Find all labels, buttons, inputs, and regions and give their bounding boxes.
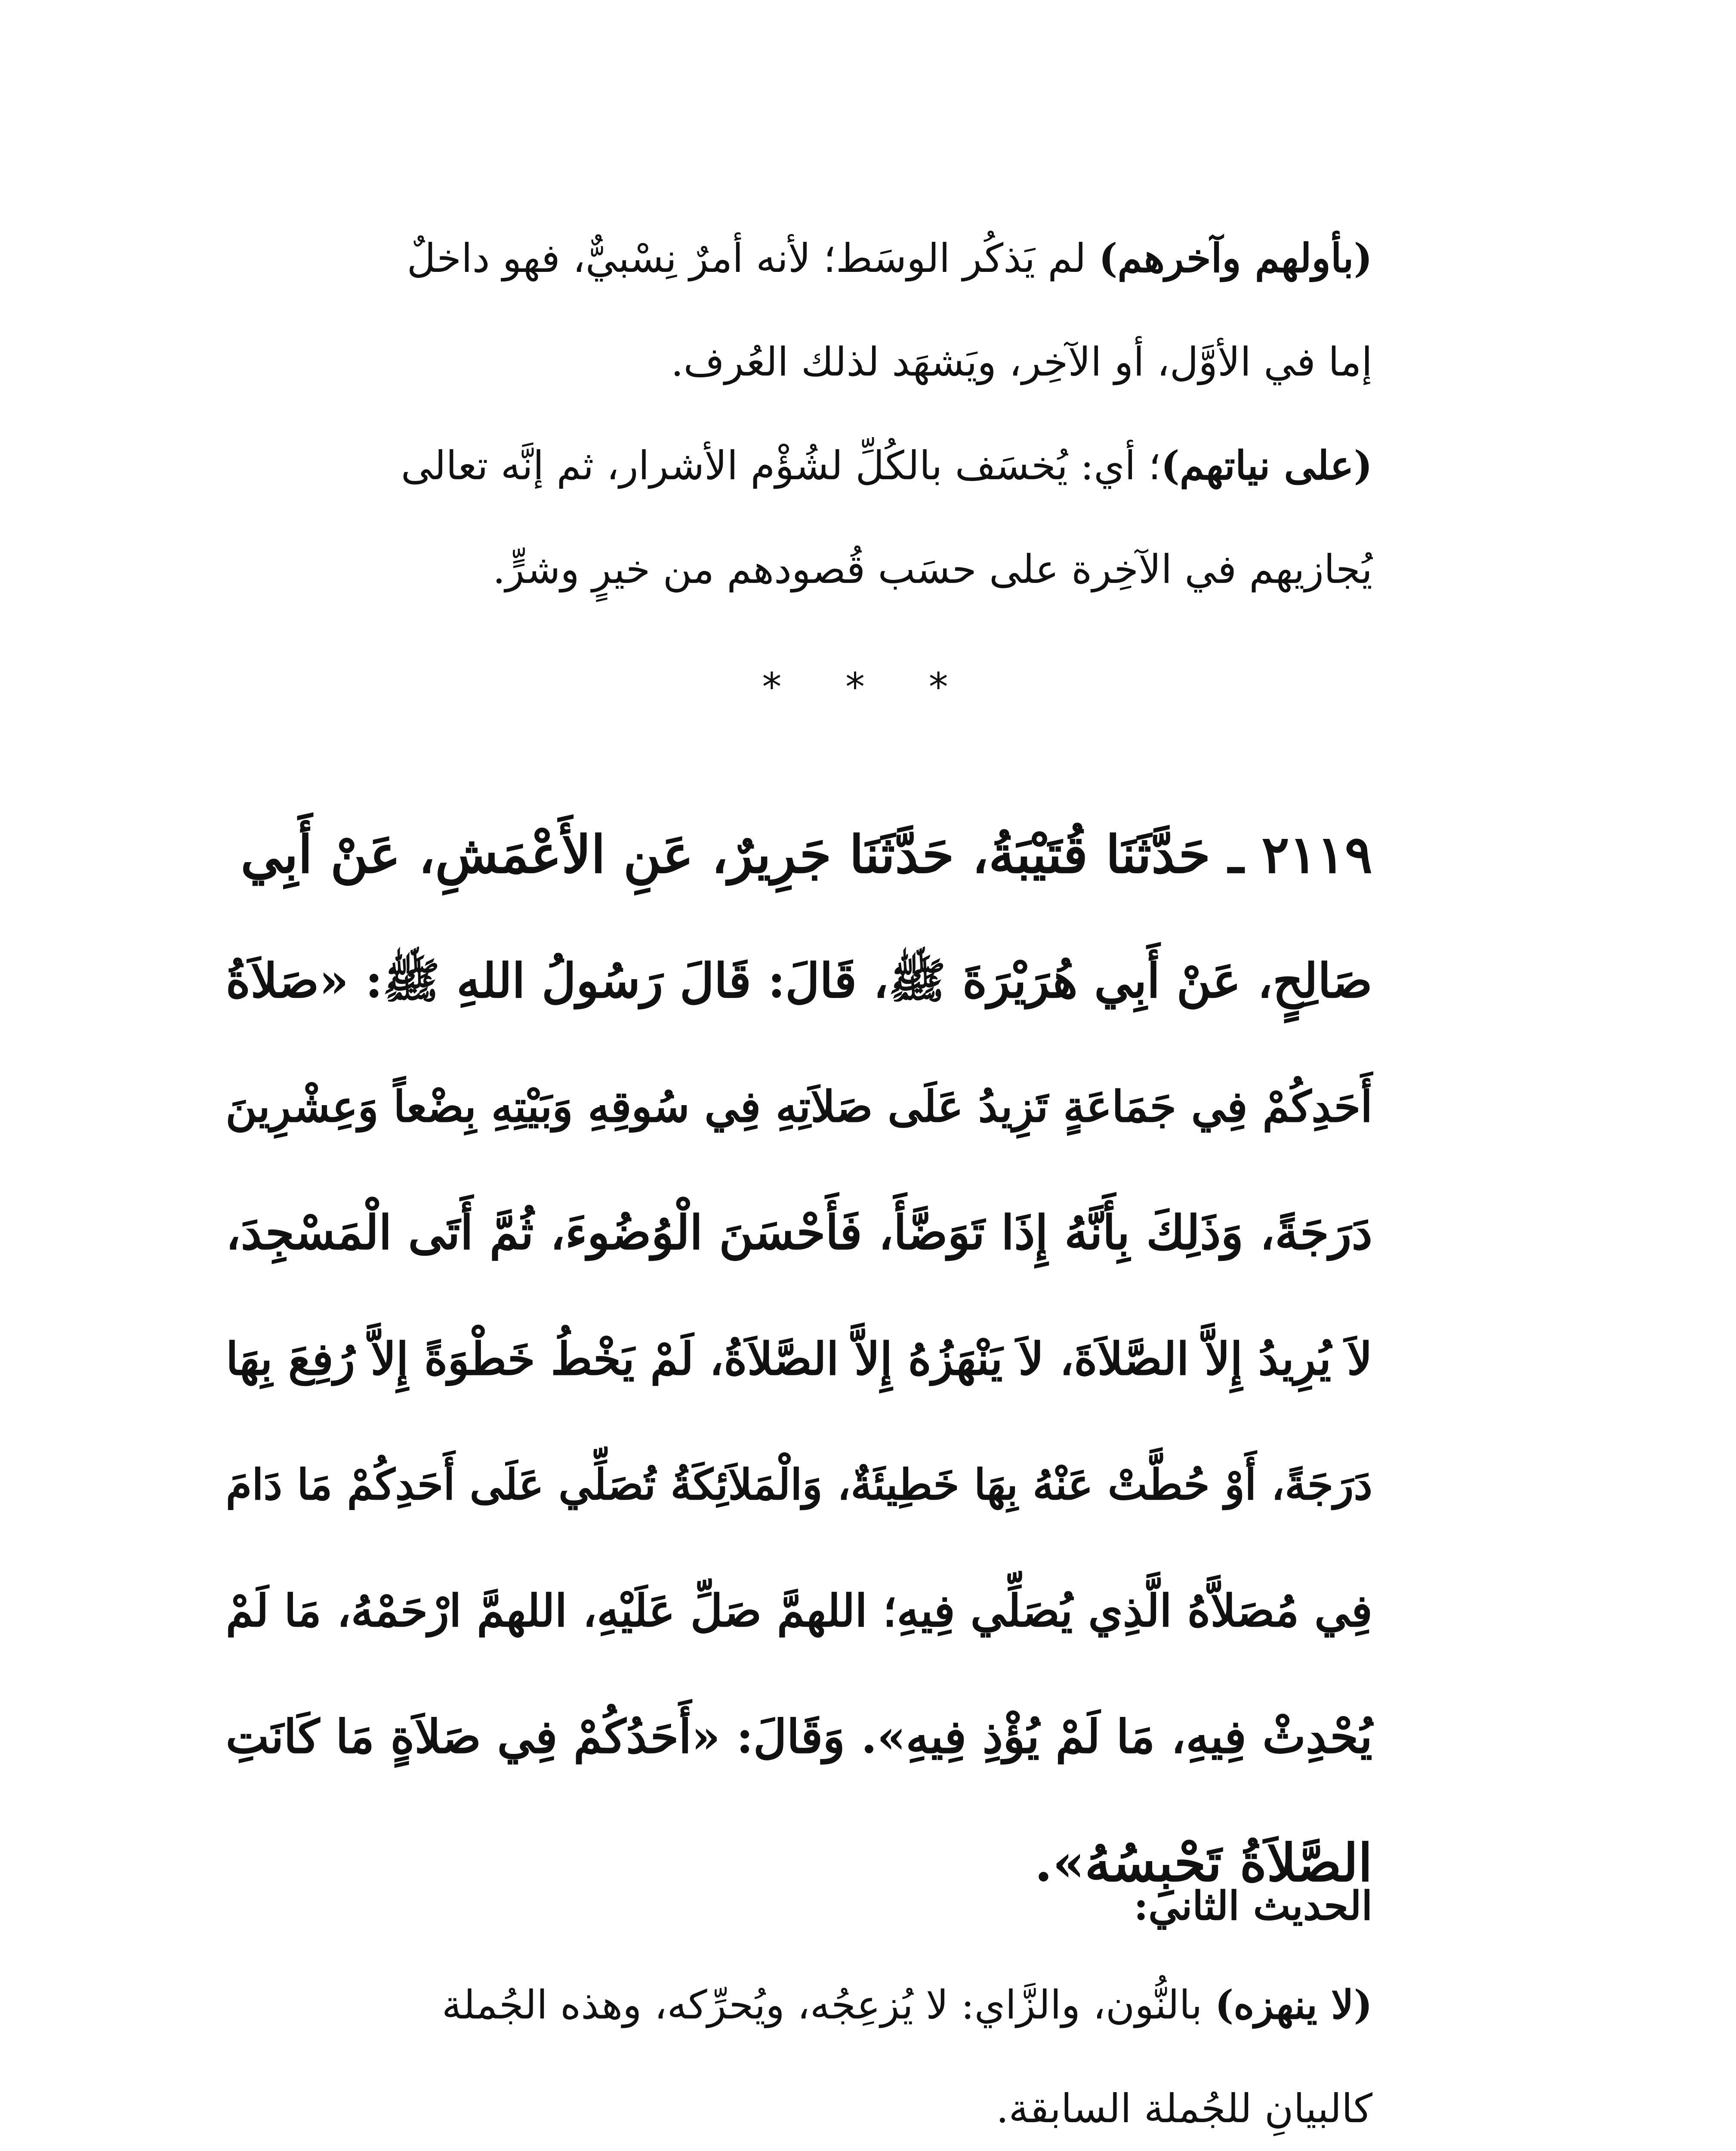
commentary-line <box>202 1953 1372 2057</box>
commentary-line <box>202 518 1372 621</box>
section-separator: * * * <box>762 665 974 710</box>
commentary-text: لم يَذكُر الوسَط؛ لأنه أمرٌ نِسْبيٌّ، فهو داخلٌ <box>407 235 1099 281</box>
commentary-line <box>202 310 1372 414</box>
hadith-line: أَحَدِكُمْ فِي جَمَاعَةٍ تَزِيدُ عَلَى صَلاَتِهِ فِي سُوقِهِ وَبَيْتِهِ بِضْعاً وَعِشْرِينَ <box>225 1081 1372 1132</box>
commentary-text: ؛ أي: يُخسَف بالكُلِّ لشُؤْم الأشرار، ثم إنَّه تعالى <box>401 443 1161 489</box>
hadith-line: فِي مُصَلاَّهُ الَّذِي يُصَلِّي فِيهِ؛ اللهمَّ صَلِّ عَلَيْهِ، اللهمَّ ارْحَمْهُ، مَا لَمْ <box>225 1585 1372 1637</box>
hadith-line: دَرَجَةً، وَذَلِكَ بِأَنَّهُ إِذَا تَوَضَّأَ، فَأَحْسَنَ الْوُضُوءَ، ثُمَّ أَتَى الْمَسْجِدَ، <box>225 1205 1372 1260</box>
hadith-line: يُحْدِثْ فِيهِ، مَا لَمْ يُؤْذِ فِيهِ». وَقَالَ: «أَحَدُكُمْ فِي صَلاَةٍ مَا كَانَتِ <box>225 1710 1372 1764</box>
hadith-line: دَرَجَةً، أَوْ حُطَّتْ عَنْهُ بِهَا خَطِيئَةٌ، وَالْمَلاَئِكَةُ تُصَلِّي عَلَى أَحَدِكُمْ مَا دَامَ <box>225 1460 1372 1510</box>
commentary-text: بالنُّون، والزَّاي: لا يُزعِجُه، ويُحرِّكه، وهذه الجُملة <box>441 1982 1215 2028</box>
commentary-text: كالبيانِ للجُملة السابقة. <box>996 2086 1372 2132</box>
hadith-text <box>202 792 1372 1926</box>
commentary-text: يُجازيهم في الآخِرة على حسَب قُصودهم من خيرٍ وشرٍّ. <box>493 546 1372 592</box>
commentary-line <box>202 414 1372 518</box>
hadith-line: صَالِحٍ، عَنْ أَبِي هُرَيْرَةَ ﷺ، قَالَ: قَالَ رَسُولُ اللهِ ﷺ: «صَلاَةُ <box>225 953 1372 1008</box>
commentary-bottom <box>202 1953 1372 2151</box>
commentary-text: إما في الأوَّل، أو الآخِر، ويَشهَد لذلك العُرف. <box>671 339 1372 385</box>
section-heading: الحديث الثاني: <box>1134 1883 1372 1929</box>
hadith-line: ٢١١٩ ـ حَدَّثَنَا قُتَيْبَةُ، حَدَّثَنَا جَرِيرٌ، عَنِ الأَعْمَشِ، عَنْ أَبِي <box>241 824 1372 885</box>
commentary-term: (لا ينهزه) <box>1215 1982 1372 2028</box>
commentary-term: (على نياتهم) <box>1161 442 1372 489</box>
commentary-term: (بأولهم وآخرهم) <box>1098 235 1372 281</box>
commentary-line <box>202 206 1372 310</box>
commentary-line <box>202 2057 1372 2151</box>
commentary-top <box>202 206 1372 621</box>
hadith-line: الصَّلاَةُ تَحْبِسُهُ». <box>1034 1833 1372 1893</box>
hadith-line: لاَ يُرِيدُ إِلاَّ الصَّلاَةَ، لاَ يَنْهَزُهُ إِلاَّ الصَّلاَةُ، لَمْ يَخْطُ خَطْوَةً إِلاَّ رُفِعَ بِهَا <box>225 1332 1372 1385</box>
